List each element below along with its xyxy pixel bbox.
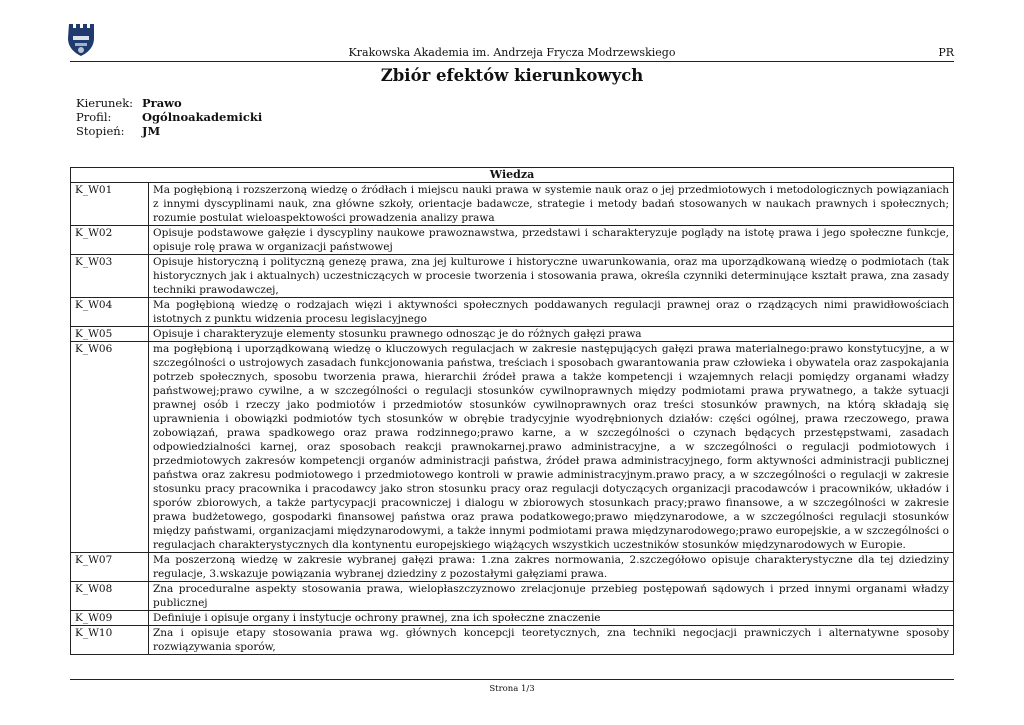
info-value: JM [142, 124, 161, 138]
info-row-profil [76, 110, 262, 124]
info-row-stopien [76, 124, 262, 138]
info-label: Profil: [76, 110, 112, 124]
outcome-description: Zna i opisuje etapy stosowania prawa wg. głównych koncepcji teoretycznych, zna techniki negocjacji prawniczych i alternatywne sposoby rozwiązywania sporów, [149, 626, 954, 655]
table-row [71, 582, 954, 611]
outcome-description: Ma pogłębioną i rozszerzoną wiedzę o źródłach i miejscu nauki prawa w systemie nauk oraz o jej przedmiotowych i metodologicznych powiązaniach z innymi dyscyplinami nauk, zna główne szkoły, orientacje badawcze, strategie i metody badań stosowanych w naukach prawnych i społecznych; rozumie postulat wieloaspektowości prowadzenia analizy prawa [149, 183, 954, 226]
info-label: Stopień: [76, 124, 125, 138]
info-row-kierunek [76, 96, 262, 110]
outcome-description: Definiuje i opisuje organy i instytucje ochrony prawnej, zna ich społeczne znaczenie [149, 611, 954, 626]
document-title: Zbiór efektów kierunkowych [380, 66, 644, 85]
page-number: Strona 1/3 [489, 684, 535, 694]
outcome-code: K_W10 [71, 626, 149, 655]
outcome-description: Opisuje i charakteryzuje elementy stosunku prawnego odnosząc je do różnych gałęzi prawa [149, 327, 954, 342]
table-row [71, 327, 954, 342]
info-label: Kierunek: [76, 96, 134, 110]
table-row [71, 255, 954, 298]
table-row [71, 553, 954, 582]
outcome-code: K_W07 [71, 553, 149, 582]
university-name: Krakowska Akademia im. Andrzeja Frycza Modrzewskiego [348, 46, 676, 59]
table-row [71, 626, 954, 655]
table-row [71, 342, 954, 553]
table-row [71, 611, 954, 626]
outcome-description: Opisuje podstawowe gałęzie i dyscypliny naukowe prawoznawstwa, przedstawi i scharakteryzuje poglądy na istotę prawa i jego społeczne funkcje, opisuje rolę prawa w organizacji państwowej [149, 226, 954, 255]
outcome-code: K_W04 [71, 298, 149, 327]
footer-rule [70, 679, 954, 680]
outcome-description: Ma poszerzoną wiedzę w zakresie wybranej gałęzi prawa: 1.zna zakres normowania, 2.szczegółowo opisuje charakterystyczne dla tej dziedziny regulacje, 3.wskazuje powiązania wybranej dziedziny z pozostałymi gałęziami prawa. [149, 553, 954, 582]
outcome-code: K_W05 [71, 327, 149, 342]
outcome-code: K_W01 [71, 183, 149, 226]
outcome-code: K_W08 [71, 582, 149, 611]
outcome-description: Zna proceduralne aspekty stosowania prawa, wielopłaszczyznowo zrelacjonuje przebieg postępowań sądowych i przed innymi organami władzy publicznej [149, 582, 954, 611]
page-header [70, 46, 954, 62]
program-info [76, 96, 262, 138]
outcome-description: Opisuje historyczną i polityczną genezę prawa, zna jej kulturowe i historyczne uwarunkowania, oraz ma uporządkowaną wiedzę o podmiotach (tak historycznych jak i aktualnych) uczestniczących w procesie tworzenia i stosowania prawa, określa czynniki determinujące kształt prawa, zna zasady techniki prawodawczej, [149, 255, 954, 298]
table-row [71, 226, 954, 255]
outcome-code: K_W03 [71, 255, 149, 298]
outcome-description: ma pogłębioną i uporządkowaną wiedzę o kluczowych regulacjach w zakresie następujących gałęzi prawa materialnego:prawo konstytucyjne, a w szczególności o ustrojowych zasadach funkcjonowania państwa, treściach i sposobach gwarantowania praw człowieka i obywatela oraz zaspokajania potrzeb społecznych, sposobu tworzenia prawa, hierarchii źródeł prawa a także kompetencji i wzajemnych relacji pomiędzy organami władzy państwowej;prawo cywilne, a w szczególności o regulacji stosunków cywilnoprawnych między podmiotami prawa prywatnego, a także sytuacji prawnej osób i rzeczy jako podmiotów i przedmiotów stosunków cywilnoprawnych oraz treści stosunków prawnych, na którą składają się uprawnienia i obowiązki podmiotów tych stosunków w obrębie tradycyjnie wyodrębnionych działów: części ogólnej, prawa rzeczowego, prawa zobowiązań, prawa spadkowego oraz prawa rodzinnego;prawo karne, a w szczególności o czynach będących przestępstwami, zasadach odpowiedzialności karnej, oraz sposobach reakcji prawnokarnej.prawo administracyjne, a w szczególności o regulacji podmiotowych i przedmiotowych zakresów kompetencji organów administracji państwa, źródeł prawa administracyjnego, form aktywności administracji publicznej państwa oraz zakresu podmiotowego i przedmiotowego kontroli w prawie administracyjnym.prawo pracy, a w szczególności o regulacji w zakresie stosunku pracy pracownika i pracodawcy jako stron stosunku pracy oraz regulacji dotyczących organizacji pracodawców i pracowników, układów i sporów zbiorowych, a także partycypacji pracowniczej i dialogu w zbiorowych stosunkach pracy;prawo finansowe, a w szczególności w zakresie prawa budżetowego, gospodarki finansowej państwa oraz prawa podatkowego;prawo międzynarodowe, a w szczególności regulacji stosunków między państwami, organizacjami międzynarodowymi, a także innymi podmiotami prawa międzynarodowego;prawo europejskie, a w szczególności o regulacjach charakterystycznych dla kontynentu europejskiego wiążących wszystkich uczestników stosunków międzynarodowych w Europie. [149, 342, 954, 553]
outcome-code: K_W09 [71, 611, 149, 626]
header-rule [70, 61, 954, 62]
learning-outcomes-table [70, 167, 954, 655]
table-row [71, 183, 954, 226]
table-row [71, 298, 954, 327]
outcome-description: Ma pogłębioną wiedzę o rodzajach więzi i aktywności społecznych poddawanych regulacji prawnej oraz o rządzących nimi prawidłowościach istotnych z punktu widzenia procesu legislacyjnego [149, 298, 954, 327]
program-code: PR [938, 46, 954, 59]
section-heading: Wiedza [71, 168, 954, 183]
info-value: Ogólnoakademicki [142, 110, 263, 124]
outcome-code: K_W02 [71, 226, 149, 255]
info-value: Prawo [142, 96, 182, 110]
outcome-code: K_W06 [71, 342, 149, 553]
